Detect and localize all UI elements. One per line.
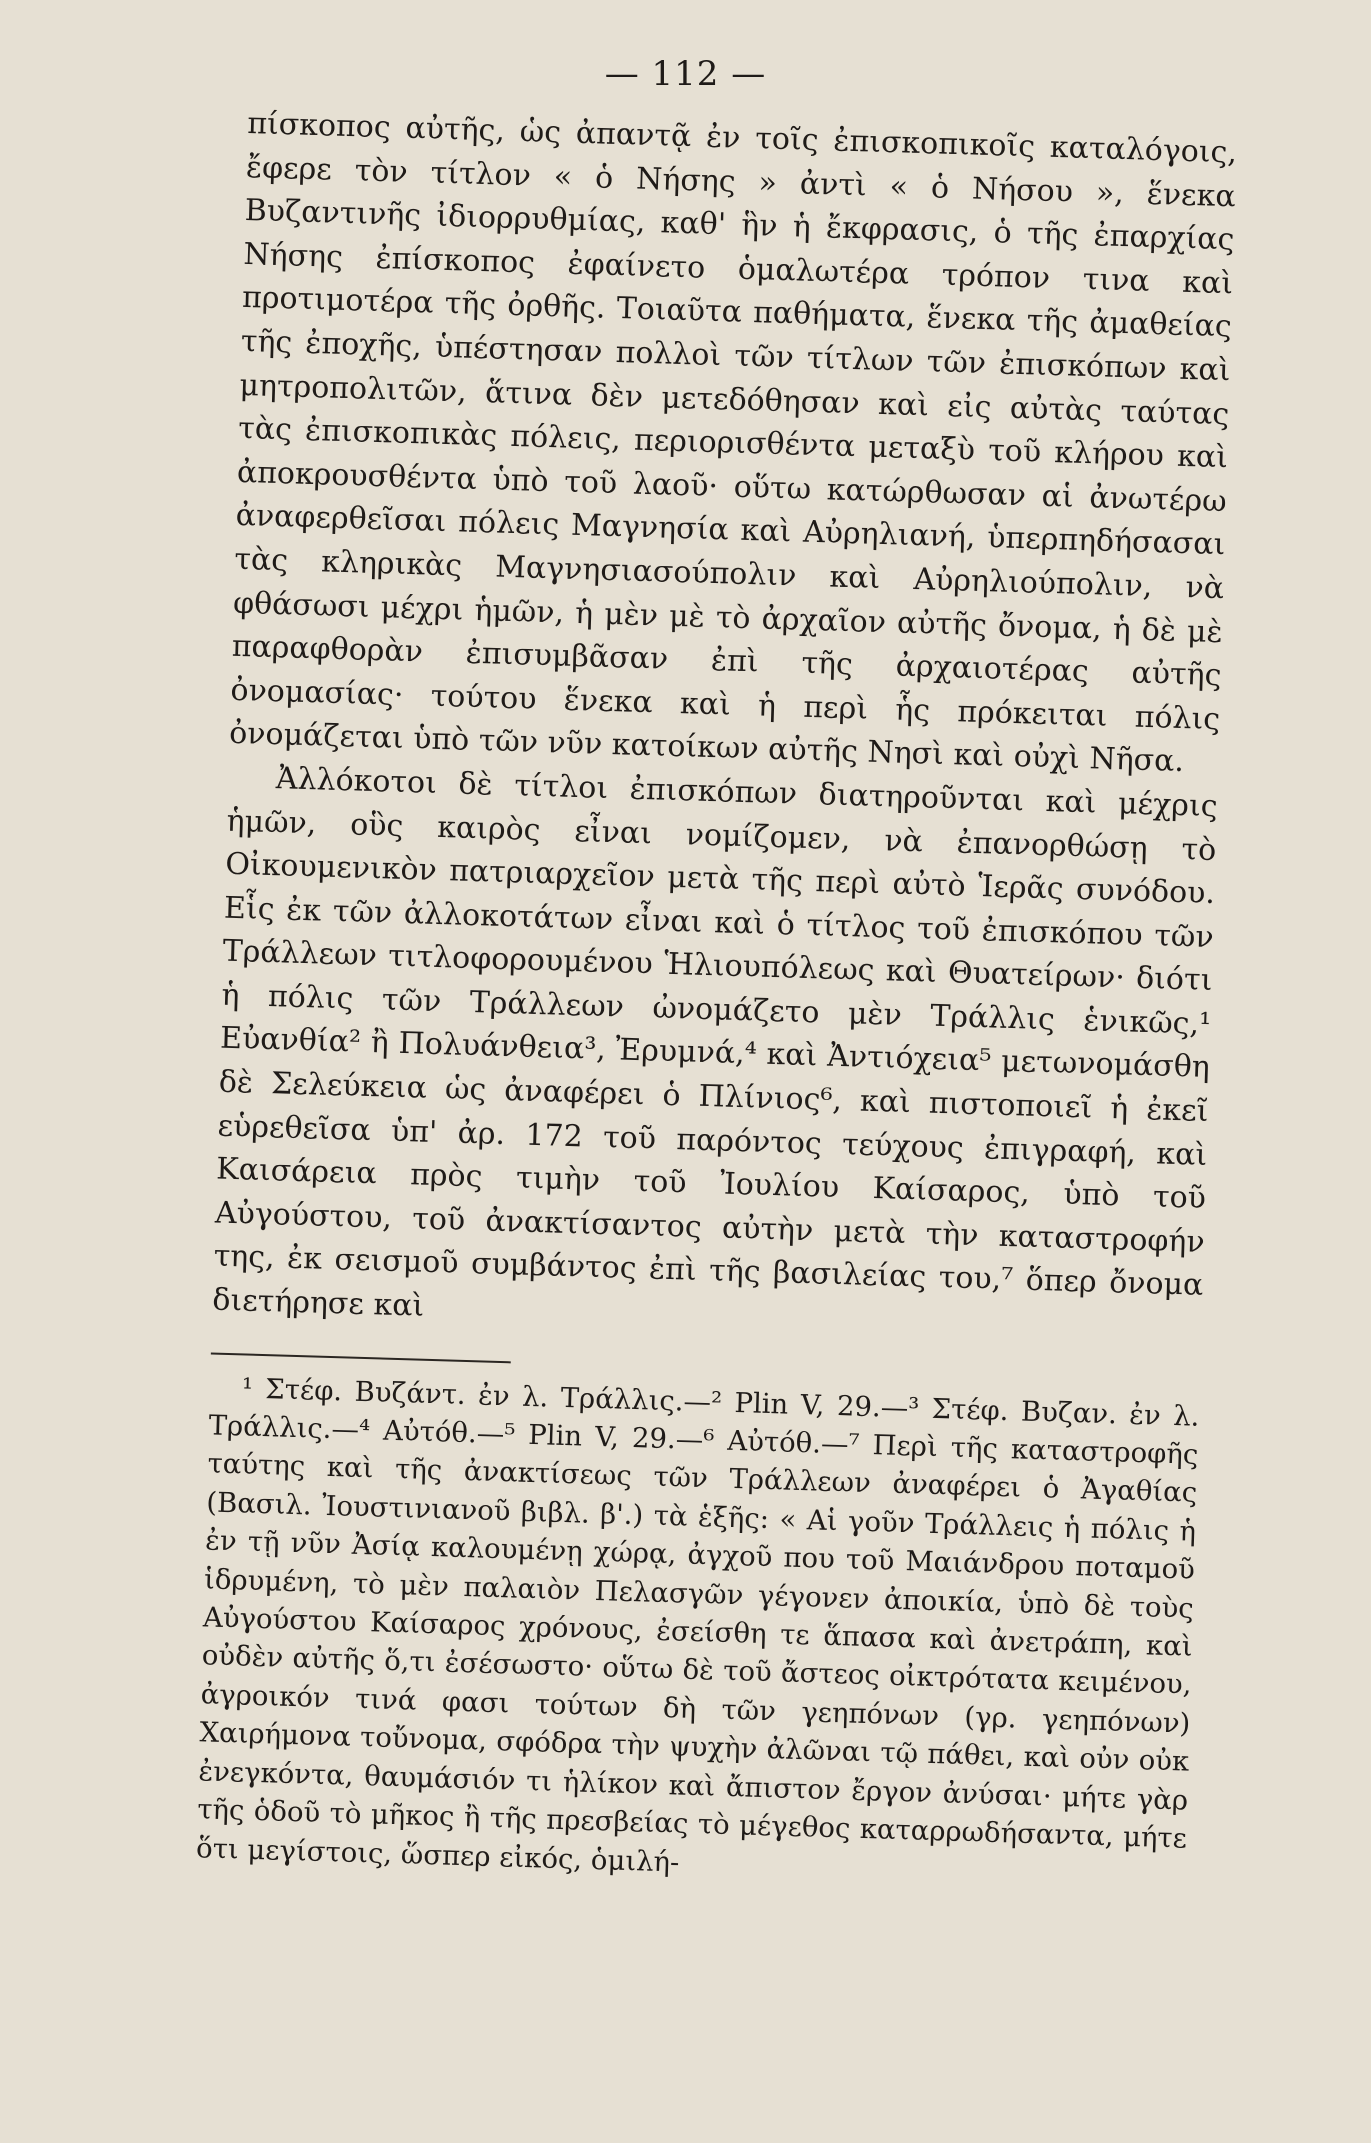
text-block bbox=[196, 102, 1238, 1896]
paragraph-2: Ἀλλόκοτοι δὲ τίτλοι ἐπισκόπων διατηροῦνται καὶ μέχρις ἡμῶν, οὓς καιρὸς εἶναι νομίζομεν, νὰ ἐπανορθώσῃ τὸ Οἰκουμενικὸν πατριαρχεῖον μετὰ τῆς περὶ αὐτὸ Ἱερᾶς συνόδου. Εἷς ἐκ τῶν ἀλλοκοτάτων εἶναι καὶ ὁ τίτλος τοῦ ἐπισκόπου τῶν Τράλλεων τιτλοφορουμένου Ἡλιουπόλεως καὶ Θυατείρων· διότι ἡ πόλις τῶν Τράλλεων ὠνομάζετο μὲν Τράλλις ἑνικῶς,¹ Εὐανθία² ἢ Πολυάνθεια³, Ἐρυμνά,⁴ καὶ Ἀντιόχεια⁵ μετωνομάσθη δὲ Σελεύκεια ὡς ἀναφέρει ὁ Πλίνιος⁶, καὶ πιστοποιεῖ ἡ ἐκεῖ εὑρεθεῖσα ὑπ' ἀρ. 172 τοῦ παρόντος τεύχους ἐπιγραφή, καὶ Καισάρεια πρὸς τιμὴν τοῦ Ἰουλίου Καίσαρος, ὑπὸ τοῦ Αὐγούστου, τοῦ ἀνακτίσαντος αὐτὴν μετὰ τὴν καταστροφήν της, ἐκ σεισμοῦ συμβάντος ἐπὶ τῆς βασιλείας του,⁷ ὅπερ ὄνομα διετήρησε καὶ bbox=[211, 761, 1219, 1324]
main-text bbox=[212, 102, 1238, 1351]
page-number: — 112 — bbox=[604, 54, 767, 94]
paragraph-1: πίσκοπος αὐτῆς, ὡς ἀπαντᾷ ἐν τοῖς ἐπισκοπικοῖς καταλόγοις, ἔφερε τὸν τίτλον « ὁ Νήσης » ἀντὶ « ὁ Νήσου », ἕνεκα Βυζαντινῆς ἰδιορρυθμίας, καθ' ἣν ἡ ἔκφρασις, ὁ τῆς ἐπαρχίας Νήσης ἐπίσκοπος ἐφαίνετο ὁμαλωτέρα τρόπον τινα καὶ προτιμοτέρα τῆς ὀρθῆς. Τοιαῦτα παθήματα, ἕνεκα τῆς ἀμαθείας τῆς ἐποχῆς, ὑπέστησαν πολλοὶ τῶν τίτλων τῶν ἐπισκόπων καὶ μητροπολιτῶν, ἅτινα δὲν μετεδόθησαν καὶ εἰς αὐτὰς ταύτας τὰς ἐπισκοπικὰς πόλεις, περιορισθέντα μεταξὺ τοῦ κλήρου καὶ ἀποκρουσθέντα ὑπὸ τοῦ λαοῦ· οὕτω κατώρθωσαν αἱ ἀνωτέρω ἀναφερθεῖσαι πόλεις Μαγνησία καὶ Αὐρηλιανή, ὑπερπηδήσασαι τὰς κληρικὰς Μαγνησιασούπολιν καὶ Αὐρηλιούπολιν, νὰ φθάσωσι μέχρι ἡμῶν, ἡ μὲν μὲ τὸ ἀρχαῖον αὐτῆς ὄνομα, ἡ δὲ μὲ παραφθορὰν ἐπισυμβᾶσαν ἐπὶ τῆς ἀρχαιοτέρας αὐτῆς ὀνομασίας· τούτου ἕνεκα καὶ ἡ περὶ ἧς πρόκειται πόλις ὀνομάζεται ὑπὸ τῶν νῦν κατοίκων αὐτῆς Νησὶ καὶ οὐχὶ Νῆσα. bbox=[228, 105, 1238, 780]
footnote-separator bbox=[211, 1352, 511, 1363]
footnotes bbox=[196, 1368, 1200, 1896]
footnote-block: ¹ Στέφ. Βυζάντ. ἐν λ. Τράλλις.—² Plin V, 29.—³ Στέφ. Βυζαν. ἐν λ. Τράλλις.—⁴ Αὐτόθ.—⁵ Plin V, 29.—⁶ Αὐτόθ.—⁷ Περὶ τῆς καταστροφῆς ταύτης καὶ τῆς ἀνακτίσεως τῶν Τράλλεων ἀναφέρει ὁ Ἀγαθίας (Βασιλ. Ἰουστινιανοῦ βιβλ. β'.) τὰ ἑξῆς: « Αἱ γοῦν Τράλλεις ἡ πόλις ἡ ἐν τῇ νῦν Ἀσίᾳ καλουμένῃ χώρᾳ, ἀγχοῦ που τοῦ Μαιάνδρου ποταμοῦ ἱδρυμένη, τὸ μὲν παλαιὸν Πελασγῶν γέγονεν ἀποικία, ὑπὸ δὲ τοὺς Αὐγούστου Καίσαρος χρόνους, ἐσείσθη τε ἅπασα καὶ ἀνετράπη, καὶ οὐδὲν αὐτῆς ὅ,τι ἐσέσωστο· οὕτω δὲ τοῦ ἄστεος οἰκτρότατα κειμένου, ἀγροικόν τινά φασι τούτων δὴ τῶν γεηπόνων (γρ. γεηπόνων) Χαιρήμονα τοὔνομα, σφόδρα τὴν ψυχὴν ἀλῶναι τῷ πάθει, καὶ οὐν οὐκ ἐνεγκόντα, θαυμάσιόν τι ἡλίκον καὶ ἄπιστον ἔργον ἀνύσαι· μήτε γὰρ τῆς ὁδοῦ τὸ μῆκος ἢ τῆς πρεσβείας τὸ μέγεθος καταρρωδήσαντα, μήτε ὅτι μεγίστοις, ὥσπερ εἰκός, ὁμιλή- bbox=[195, 1372, 1200, 1879]
